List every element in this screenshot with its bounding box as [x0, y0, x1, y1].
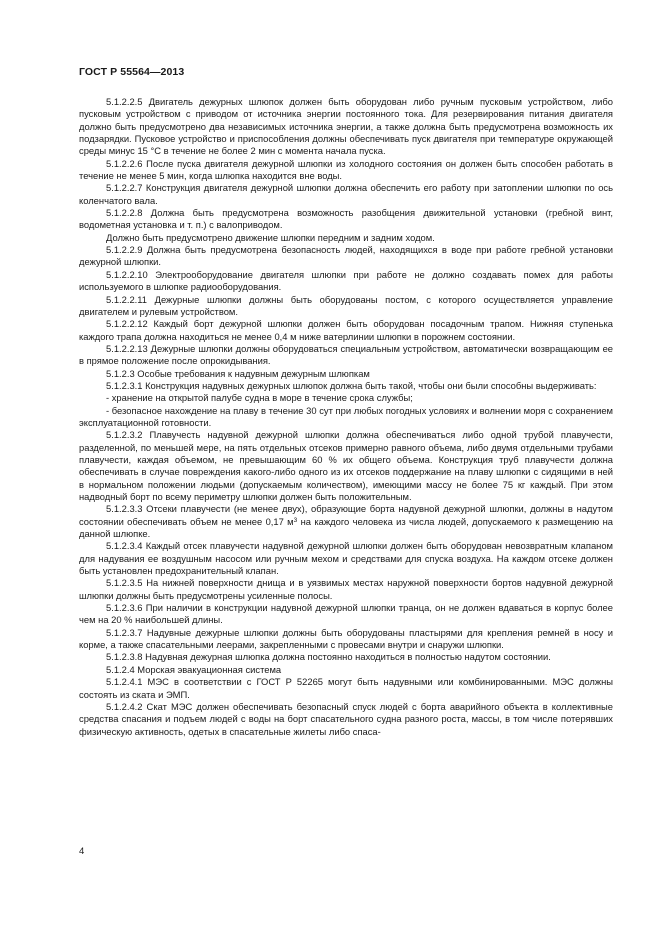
paragraph-5-1-2-3-3: [79, 503, 613, 540]
paragraph-5-1-2-2-10: 5.1.2.2.10 Электрооборудование двигателя шлюпки при работе не должно создавать помех для работы используемого в шлюпке радиооборудования.: [79, 268, 613, 293]
paragraph-5-1-2-2-7: 5.1.2.2.7 Конструкция двигателя дежурной шлюпки должна обеспечить его работу при затоплении шлюпки по ось коленчатого вала.: [79, 182, 613, 206]
cubic-superscript: 3: [293, 516, 298, 524]
paragraph-5-1-2-3-1: 5.1.2.3.1 Конструкция надувных дежурных шлюпок должна быть такой, чтобы они были способны выдерживать:: [106, 379, 597, 391]
section-heading-5-1-2-4: 5.1.2.4 Морская эвакуационная система: [106, 663, 282, 675]
paragraph-5-1-2-3-4: 5.1.2.3.4 Каждый отсек плавучести надувной дежурной шлюпки должен быть оборудован невозвратным клапаном для надувания ее воздушным насосом или ручным мехом и средствами для спуска воздуха. На каждом отсеке должен быть установлен предохранительный клапан.: [79, 540, 613, 577]
paragraph-5-1-2-3-2: 5.1.2.3.2 Плавучесть надувной дежурной шлюпки должна обеспечиваться либо одной трубой плавучести, разделенной, по меньшей мере, на пять отдельных отсеков примерно равного объема, либо двумя отдельными трубами плавучести, каждая объемом, не превышающим 60 % их общего объема. Конструкция труб плавучести должна обеспечивать в случае повреждения какого-либо одного из их отсеков поддержание на плаву шлюпки с сидящими в ней в нормальном положении людьми (допускаемым количеством), имеющими массу не более 75 кг каждый. При этом надводный борт по всему периметру шлюпки должен быть положительным.: [79, 429, 613, 502]
list-item-storage: - хранение на открытой палубе судна в море в течение срока службы;: [106, 392, 413, 404]
section-heading-5-1-2-3: 5.1.2.3 Особые требования к надувным дежурным шлюпкам: [106, 367, 370, 379]
paragraph-5-1-2-2-11: 5.1.2.2.11 Дежурные шлюпки должны быть оборудованы постом, с которого осуществляется управление двигателем и рулевым устройством.: [79, 293, 613, 317]
paragraph-5-1-2-3-3-text: 5.1.2.3.3 Отсеки плавучести (не менее двух), образующие борта надувной дежурной шлюпки, должны в надутом состоянии обеспечивать объем не менее 0,17 м: [79, 503, 613, 527]
paragraph-5-1-2-2-5: 5.1.2.2.5 Двигатель дежурных шлюпок должен быть оборудован либо ручным пусковым устройством, либо пусковым устройством с приводом от источника энергии постоянного тока. Для резервирования питания двигателя должно быть предусмотрено два независимых источника энергии, а также должна быть предусмотрена возможность их подзарядки. Пусковое устройство и приспособления должны обеспечивать пуск двигателя при температуре окружающей среды минус 15 °С в течение не более 2 мин с момента начала пуска.: [79, 96, 613, 157]
paragraph-5-1-2-4-1: 5.1.2.4.1 МЭС в соответствии с ГОСТ Р 52265 могут быть надувными или комбинированными. МЭС должны состоять из ската и ЭМП.: [79, 676, 613, 700]
paragraph-5-1-2-3-8: 5.1.2.3.8 Надувная дежурная шлюпка должна постоянно находиться в полностью надутом состоянии.: [106, 651, 551, 663]
paragraph-5-1-2-3-7: 5.1.2.3.7 Надувные дежурные шлюпки должны быть оборудованы пластырями для крепления ремней в носу и корме, а также спасательными леерами, закрепленными с провесами внутри и снаружи шлюпки.: [79, 626, 613, 651]
paragraph-5-1-2-4-2: 5.1.2.4.2 Скат МЭС должен обеспечивать безопасный спуск людей с борта аварийного объекта в коллективные средства спасания и подъем людей с воды на борт спасательного судна разного роста, массы, в том числе потерявших физическую активность, одетых в спасательные жилеты либо спаса-: [79, 700, 613, 737]
paragraph-5-1-2-2-13: 5.1.2.2.13 Дежурные шлюпки должны оборудоваться специальным устройством, автоматически возвращающим ее в прямое положение после опрокидывания.: [79, 342, 613, 367]
paragraph-5-1-2-2-6: 5.1.2.2.6 После пуска двигателя дежурной шлюпки из холодного состояния он должен быть способен работать в течение не менее 5 мин, когда шлюпка находится вне воды.: [79, 157, 613, 182]
standard-header: ГОСТ Р 55564—2013: [79, 66, 185, 78]
paragraph-5-1-2-2-9: 5.1.2.2.9 Должна быть предусмотрена безопасность людей, находящихся в воде при работе гребной установки дежурной шлюпки.: [79, 244, 613, 268]
paragraph-5-1-2-3-3-tail: на каждого человека из числа людей, допускаемого к размещению на данной шлюпке.: [79, 515, 613, 540]
paragraph-5-1-2-3-6: 5.1.2.3.6 При наличии в конструкции надувной дежурной шлюпки транца, он не должен вдаваться в корпус более чем на 20 % наибольшей длины.: [79, 602, 613, 626]
paragraph-5-1-2-2-12: 5.1.2.2.12 Каждый борт дежурной шлюпки должен быть оборудован посадочным трапом. Нижняя ступенька каждого трапа должна находиться не менее 0,4 м ниже ватерлинии шлюпки в порожнем состоянии.: [79, 318, 613, 342]
paragraph-propulsion-direction: Должно быть предусмотрено движение шлюпки передним и задним ходом.: [106, 231, 435, 243]
page-number: 4: [79, 846, 85, 857]
paragraph-5-1-2-2-8: 5.1.2.2.8 Должна быть предусмотрена возможность разобщения движительной установки (гребной винт, водометная установка и т. п.) с валоприводом.: [79, 207, 613, 231]
list-item-flotation: - безопасное нахождение на плаву в течение 30 сут при любых погодных условиях и волнении моря с сохранением эксплуатационной готовности.: [79, 404, 613, 428]
document-body: [79, 96, 613, 738]
paragraph-5-1-2-3-5: 5.1.2.3.5 На нижней поверхности днища и в уязвимых местах наружной поверхности бортов надувной дежурной шлюпки должны быть предусмотрены усиленные полосы.: [79, 577, 613, 601]
